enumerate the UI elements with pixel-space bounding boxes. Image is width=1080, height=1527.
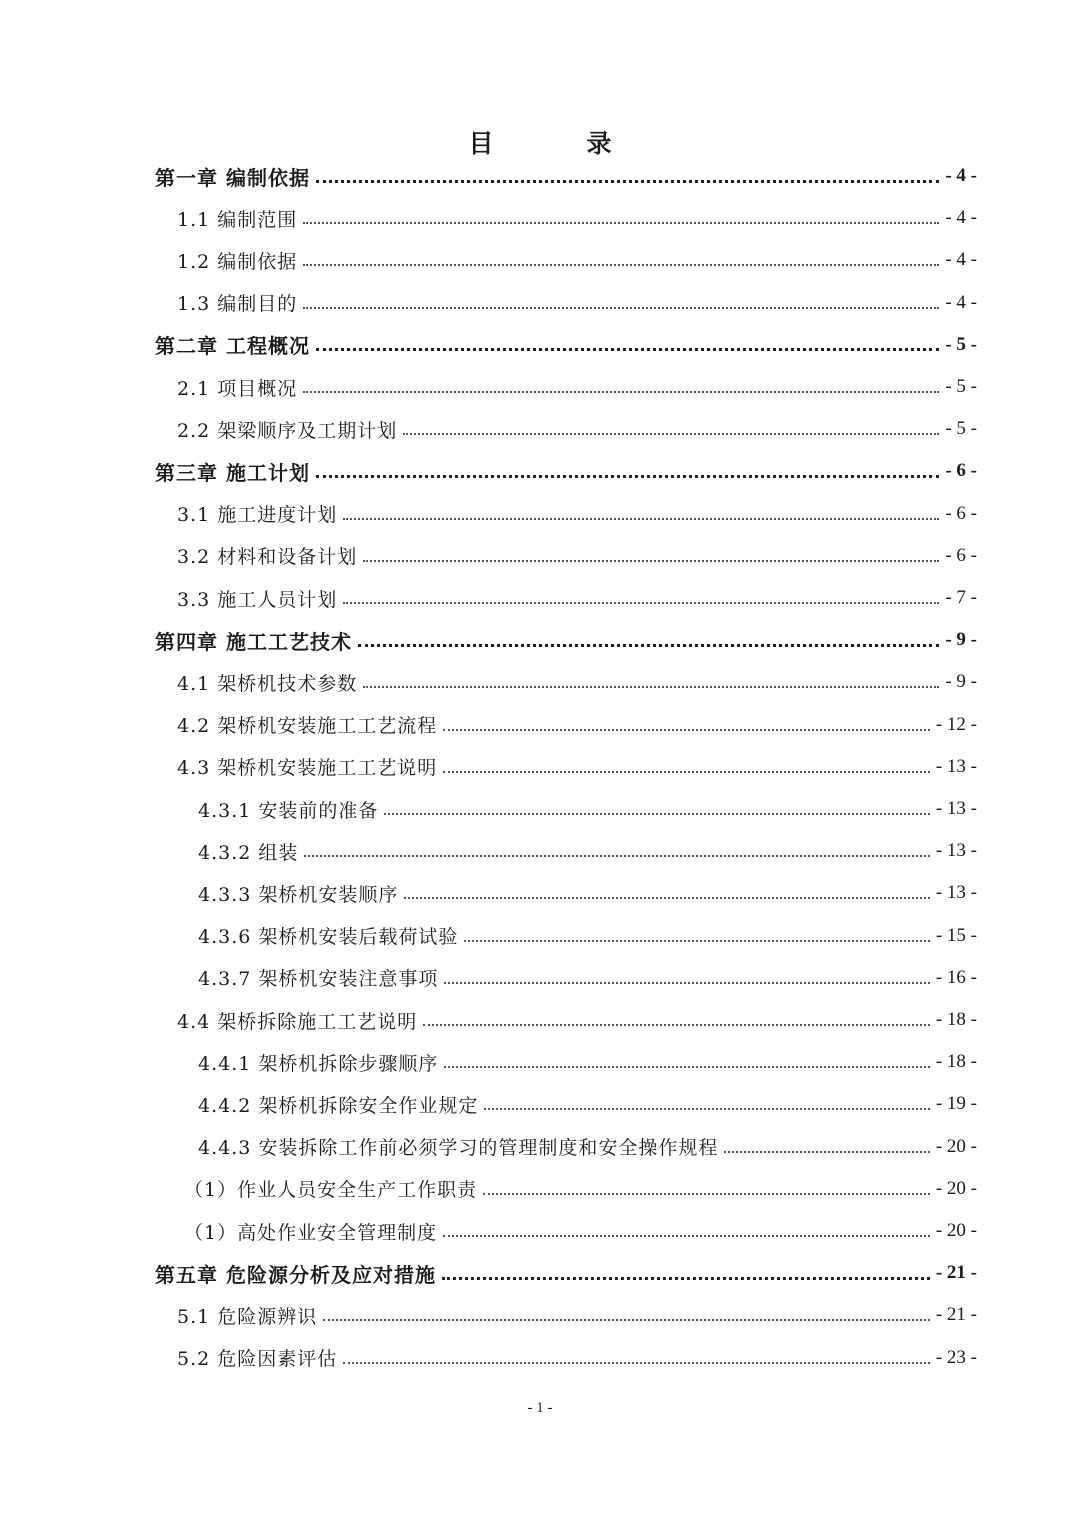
toc-dot-leader <box>443 1235 930 1237</box>
toc-entry[interactable] <box>177 239 977 281</box>
toc-dot-leader <box>403 433 939 435</box>
toc-entry-label: 4.4.3 安装拆除工作前必须学习的管理制度和安全操作规程 <box>198 1137 719 1160</box>
toc-entry-page-number: - 20 - <box>935 1220 977 1241</box>
toc-entry-label: 第三章 施工计划 <box>155 460 310 485</box>
toc-dot-leader <box>483 1193 930 1195</box>
toc-entry-page-number: - 4 - <box>945 291 977 313</box>
toc-dot-leader <box>316 348 939 351</box>
toc-entry-label: 5.2 危险因素评估 <box>177 1348 338 1371</box>
toc-entry-page-number: - 9 - <box>945 671 977 693</box>
toc-entry-label: （1）作业人员安全生产工作职责 <box>184 1179 478 1202</box>
toc-dot-leader <box>304 855 929 857</box>
toc-entry[interactable] <box>198 1083 977 1125</box>
toc-entry-label: 4.3.2 组装 <box>198 841 299 864</box>
toc-entry-label: 1.3 编制目的 <box>177 293 298 316</box>
toc-dot-leader <box>303 391 939 393</box>
toc-dot-leader <box>358 644 939 647</box>
toc-entry-page-number: - 18 - <box>935 1009 977 1030</box>
toc-entry-label: （1）高处作业安全管理制度 <box>184 1221 438 1244</box>
toc-dot-leader <box>343 518 939 520</box>
toc-entry-label: 2.1 项目概况 <box>177 377 298 400</box>
footer-page-number: - 1 - <box>527 1400 553 1416</box>
toc-dot-leader <box>303 264 939 266</box>
toc-entry-page-number: - 20 - <box>935 1177 977 1199</box>
toc-entry[interactable] <box>155 324 977 366</box>
toc-entry-page-number: - 6 - <box>945 544 977 566</box>
toc-entry[interactable] <box>177 746 977 788</box>
toc-entry-label: 4.4.1 架桥机拆除步骤顺序 <box>198 1052 439 1075</box>
toc-entry-page-number: - 7 - <box>945 587 977 608</box>
toc-title: 目 录 <box>468 129 646 158</box>
toc-entry[interactable] <box>198 915 977 957</box>
toc-entry[interactable] <box>198 1126 977 1168</box>
toc-entry-page-number: - 19 - <box>935 1093 977 1115</box>
toc-dot-leader <box>316 180 939 183</box>
toc-entry[interactable] <box>177 661 977 703</box>
toc-dot-leader <box>443 729 930 731</box>
toc-entry-page-number: - 15 - <box>935 924 977 946</box>
toc-entry[interactable] <box>198 957 977 999</box>
toc-entry-label: 4.4 架桥拆除施工工艺说明 <box>177 1010 418 1033</box>
toc-dot-leader <box>323 1319 930 1321</box>
toc-entry-label: 3.3 施工人员计划 <box>177 588 338 611</box>
toc-entry-page-number: - 9 - <box>945 629 977 651</box>
toc-entry-page-number: - 13 - <box>935 882 977 904</box>
toc-entry-label: 4.1 架桥机技术参数 <box>177 672 358 695</box>
toc-dot-leader <box>464 940 929 942</box>
toc-entry[interactable] <box>155 619 977 661</box>
toc-dot-leader <box>443 771 930 773</box>
toc-entry-label: 4.3.3 架桥机安装顺序 <box>198 883 399 906</box>
toc-entry-page-number: - 4 - <box>945 249 977 271</box>
toc-dot-leader <box>343 602 939 604</box>
toc-entry[interactable] <box>177 493 977 535</box>
toc-entry-label: 第二章 工程概况 <box>155 334 310 359</box>
toc-entry[interactable] <box>184 1168 977 1210</box>
toc-entry-page-number: - 16 - <box>935 966 977 988</box>
toc-entry-label: 3.2 材料和设备计划 <box>177 546 358 569</box>
toc-dot-leader <box>444 982 929 984</box>
toc-dot-leader <box>442 1277 930 1280</box>
toc-entry-label: 4.3.6 架桥机安装后载荷试验 <box>198 926 459 949</box>
toc-dot-leader <box>363 686 939 688</box>
toc-entry-page-number: - 13 - <box>935 798 977 819</box>
toc-entry[interactable] <box>198 830 977 872</box>
toc-dot-leader <box>444 1066 929 1068</box>
toc-entry-page-number: - 6 - <box>945 502 977 524</box>
toc-entry[interactable] <box>177 1337 977 1379</box>
toc-entry[interactable] <box>177 704 977 746</box>
toc-entry[interactable] <box>177 282 977 324</box>
toc-entry-label: 4.2 架桥机安装施工工艺流程 <box>177 715 438 738</box>
toc-entry-label: 4.4.2 架桥机拆除安全作业规定 <box>198 1094 479 1117</box>
toc-entry[interactable] <box>177 999 977 1041</box>
toc-entry-label: 1.1 编制范围 <box>177 208 298 231</box>
toc-entry[interactable] <box>177 1294 977 1336</box>
toc-entry-label: 3.1 施工进度计划 <box>177 504 338 527</box>
toc-entry-label: 第五章 危险源分析及应对措施 <box>155 1262 436 1287</box>
toc-dot-leader <box>423 1024 930 1026</box>
toc-dot-leader <box>384 813 929 815</box>
toc-entry[interactable] <box>177 535 977 577</box>
toc-entry-label: 4.3 架桥机安装施工工艺说明 <box>177 757 438 780</box>
toc-entry-label: 2.2 架梁顺序及工期计划 <box>177 419 398 442</box>
toc-entry-page-number: - 21 - <box>935 1262 977 1284</box>
toc-dot-leader <box>303 307 939 309</box>
toc-entry-page-number: - 12 - <box>935 713 977 735</box>
toc-entry[interactable] <box>184 1210 977 1252</box>
toc-entry-label: 4.3.7 架桥机安装注意事项 <box>198 968 439 991</box>
toc-entry[interactable] <box>177 366 977 408</box>
toc-entry[interactable] <box>198 872 977 914</box>
toc-entry-label: 1.2 编制依据 <box>177 250 298 273</box>
toc-entry-page-number: - 23 - <box>935 1346 977 1368</box>
toc-entry[interactable] <box>177 408 977 450</box>
toc-dot-leader <box>363 560 939 562</box>
toc-entry-page-number: - 4 - <box>945 207 977 229</box>
toc-entry-page-number: - 5 - <box>945 376 977 397</box>
toc-entry[interactable] <box>177 577 977 619</box>
toc-dot-leader <box>484 1108 929 1110</box>
toc-entry-label: 第一章 编制依据 <box>155 165 310 190</box>
toc-entry[interactable] <box>177 197 977 239</box>
toc-entry[interactable] <box>198 788 977 830</box>
toc-entry-label: 5.1 危险源辨识 <box>177 1305 318 1328</box>
toc-entry-page-number: - 5 - <box>945 418 977 440</box>
toc-entry-label: 4.3.1 安装前的准备 <box>198 799 379 822</box>
toc-entry[interactable] <box>155 1252 977 1294</box>
toc-dot-leader <box>343 1362 930 1364</box>
toc-entry-page-number: - 13 - <box>935 840 977 862</box>
toc-entry[interactable] <box>155 155 977 197</box>
toc-dot-leader <box>316 475 939 478</box>
toc-entry-page-number: - 13 - <box>935 755 977 777</box>
toc-entry-page-number: - 4 - <box>945 165 977 186</box>
toc-entry[interactable] <box>155 450 977 492</box>
toc-entry-page-number: - 21 - <box>935 1304 977 1326</box>
toc-dot-leader <box>404 897 929 899</box>
toc-dot-leader <box>724 1151 929 1153</box>
toc-entry-page-number: - 6 - <box>945 460 977 482</box>
toc-entry-page-number: - 20 - <box>935 1135 977 1157</box>
toc-entry[interactable] <box>198 1041 977 1083</box>
toc-dot-leader <box>303 222 939 224</box>
toc-entry-page-number: - 5 - <box>945 333 977 355</box>
toc-entry-label: 第四章 施工工艺技术 <box>155 629 352 654</box>
toc-entry-page-number: - 18 - <box>935 1051 977 1073</box>
